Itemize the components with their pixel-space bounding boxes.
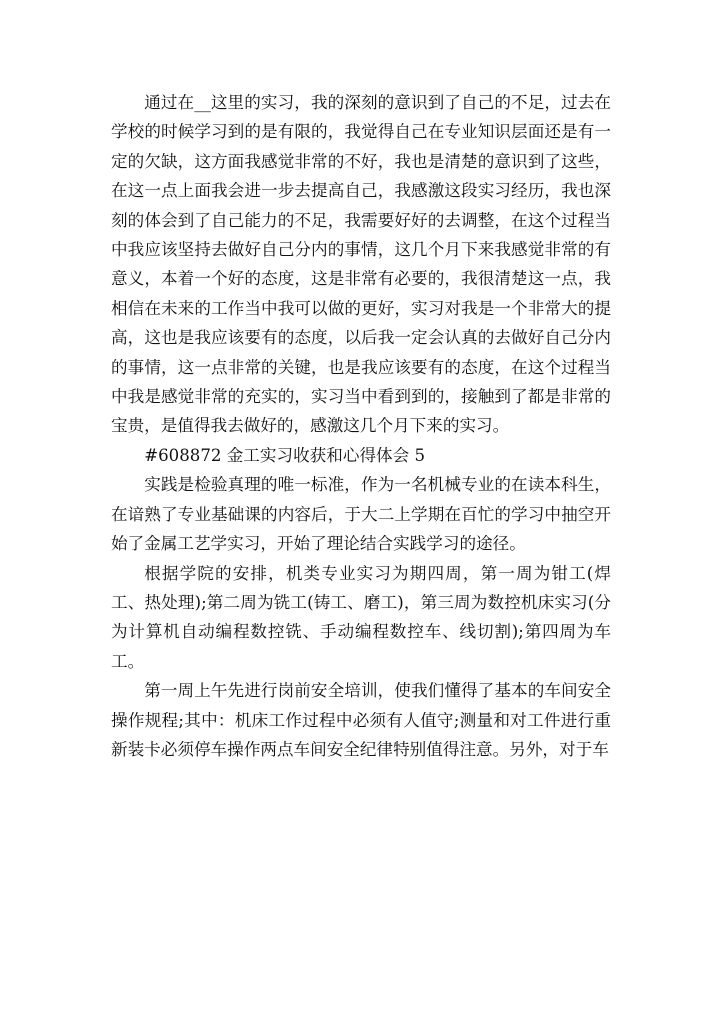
paragraph-practice-intro: 实践是检验真理的唯一标准，作为一名机械专业的在读本科生，在谙熟了专业基础课的内容后，于大二上学期在百忙的学习中抽空开始了金属工艺学实习，开始了理论结合实践学习的途径。 (111, 475, 611, 554)
paragraph-schedule: 根据学院的安排，机类专业实习为期四周，第一周为钳工(焊工、热处理);第二周为铣工(铸工、磨工)，第三周为数控机床实习(分为计算机自动编程数控铣、手动编程数控车、线切割);第四周为车工。 (111, 563, 611, 671)
paragraph-internship-reflection: 通过在__这里的实习，我的深刻的意识到了自己的不足，过去在学校的时候学习到的是有限的，我觉得自己在专业知识层面还是有一定的欠缺，这方面我感觉非常的不好，我也是清楚的意识到了这些，在这一点上面我会进一步去提高自己，我感激这段实习经历，我也深刻的体会到了自己能力的不足，我需要好好的去调整，在这个过程当中我应该坚持去做好自己分内的事情，这几个月下来我感觉非常的有意义，本着一个好的态度，这是非常有必要的，我很清楚这一点，我相信在未来的工作当中我可以做的更好，实习对我是一个非常大的提高，这也是我应该要有的态度，以后我一定会认真的去做好自己分内的事情，这一点非常的关键，也是我应该要有的态度，在这个过程当中我是感觉非常的充实的，实习当中看到到的，接触到了都是非常的宝贵，是值得我去做好的，感激这几个月下来的实习。 (111, 93, 611, 436)
document-body (111, 88, 611, 764)
paragraph-safety-training: 第一周上午先进行岗前安全培训，使我们懂得了基本的车间安全操作规程;其中：机床工作过程中必须有人值守;测量和对工件进行重新装卡必须停车操作两点车间安全纪律特别值得注意。另外，对于车 (111, 681, 611, 759)
section-heading: #608872 金工实习收获和心得体会 5 (144, 445, 426, 465)
